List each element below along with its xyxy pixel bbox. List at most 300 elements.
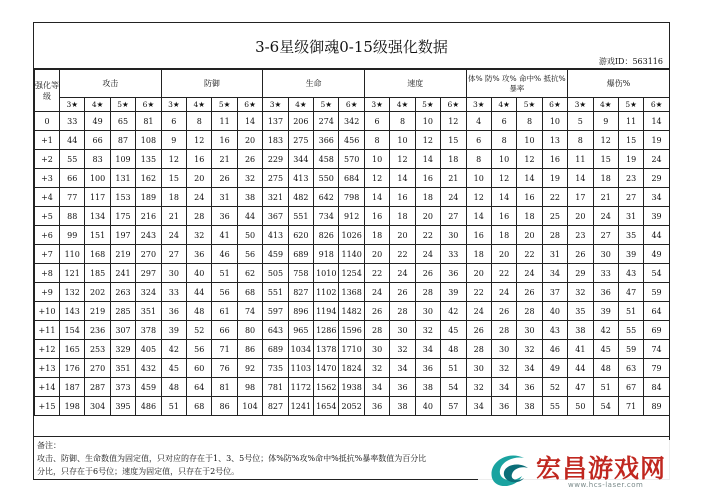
value-cell: 24 bbox=[491, 283, 516, 302]
value-cell: 689 bbox=[263, 340, 288, 359]
value-cell: 15 bbox=[161, 169, 186, 188]
value-cell: 378 bbox=[136, 321, 161, 340]
value-cell: 33 bbox=[60, 112, 85, 131]
value-cell: 143 bbox=[60, 302, 85, 321]
value-cell: 896 bbox=[288, 302, 313, 321]
value-cell: 22 bbox=[364, 264, 389, 283]
value-cell: 76 bbox=[212, 359, 237, 378]
value-cell: 60 bbox=[187, 359, 212, 378]
value-cell: 39 bbox=[441, 283, 466, 302]
value-cell: 20 bbox=[390, 226, 415, 245]
swirl-logo-icon bbox=[486, 448, 532, 490]
value-cell: 36 bbox=[364, 397, 389, 416]
value-cell: 14 bbox=[568, 169, 593, 188]
value-cell: 1596 bbox=[339, 321, 364, 340]
value-cell: 32 bbox=[390, 340, 415, 359]
level-cell: +1 bbox=[35, 131, 60, 150]
value-cell: 52 bbox=[542, 378, 567, 397]
value-cell: 15 bbox=[618, 131, 643, 150]
table-row bbox=[35, 188, 670, 207]
value-cell: 35 bbox=[618, 226, 643, 245]
value-cell: 321 bbox=[263, 188, 288, 207]
value-cell: 36 bbox=[390, 378, 415, 397]
level-cell: +2 bbox=[35, 150, 60, 169]
star-rank-header: 3★ bbox=[60, 98, 85, 112]
value-cell: 243 bbox=[136, 226, 161, 245]
value-cell: 40 bbox=[415, 397, 440, 416]
value-cell: 26 bbox=[212, 169, 237, 188]
value-cell: 827 bbox=[288, 283, 313, 302]
value-cell: 8 bbox=[187, 112, 212, 131]
star-rank-header: 6★ bbox=[237, 98, 262, 112]
value-cell: 26 bbox=[466, 321, 491, 340]
value-cell: 351 bbox=[136, 302, 161, 321]
value-cell: 684 bbox=[339, 169, 364, 188]
table-row bbox=[35, 283, 670, 302]
value-cell: 32 bbox=[237, 169, 262, 188]
value-cell: 33 bbox=[593, 264, 618, 283]
value-cell: 28 bbox=[491, 321, 516, 340]
table-row bbox=[35, 321, 670, 340]
value-cell: 162 bbox=[136, 169, 161, 188]
value-cell: 1034 bbox=[288, 340, 313, 359]
level-cell: +10 bbox=[35, 302, 60, 321]
value-cell: 6 bbox=[364, 112, 389, 131]
level-cell: +4 bbox=[35, 188, 60, 207]
value-cell: 329 bbox=[110, 340, 135, 359]
star-rank-header: 5★ bbox=[415, 98, 440, 112]
value-cell: 24 bbox=[187, 188, 212, 207]
value-cell: 570 bbox=[339, 150, 364, 169]
level-cell: +11 bbox=[35, 321, 60, 340]
notes-line-2: 分比，只存在于6号位；速度为固定值，只存在于2号位。 bbox=[37, 467, 240, 476]
value-cell: 26 bbox=[364, 302, 389, 321]
value-cell: 43 bbox=[542, 321, 567, 340]
value-cell: 64 bbox=[644, 302, 669, 321]
value-cell: 54 bbox=[644, 264, 669, 283]
value-cell: 51 bbox=[161, 397, 186, 416]
value-cell: 20 bbox=[237, 131, 262, 150]
value-cell: 1286 bbox=[314, 321, 339, 340]
value-cell: 92 bbox=[237, 359, 262, 378]
value-cell: 41 bbox=[212, 226, 237, 245]
value-cell: 39 bbox=[618, 245, 643, 264]
value-cell: 59 bbox=[618, 340, 643, 359]
value-cell: 1026 bbox=[339, 226, 364, 245]
value-cell: 26 bbox=[237, 150, 262, 169]
value-cell: 18 bbox=[415, 188, 440, 207]
level-cell: +6 bbox=[35, 226, 60, 245]
value-cell: 41 bbox=[568, 340, 593, 359]
value-cell: 395 bbox=[110, 397, 135, 416]
value-cell: 98 bbox=[237, 378, 262, 397]
value-cell: 44 bbox=[60, 131, 85, 150]
value-cell: 1562 bbox=[314, 378, 339, 397]
star-rank-header: 5★ bbox=[517, 98, 542, 112]
value-cell: 236 bbox=[85, 321, 110, 340]
value-cell: 19 bbox=[644, 131, 669, 150]
value-cell: 81 bbox=[136, 112, 161, 131]
value-cell: 274 bbox=[314, 112, 339, 131]
value-cell: 38 bbox=[415, 378, 440, 397]
value-cell: 131 bbox=[110, 169, 135, 188]
value-cell: 14 bbox=[517, 169, 542, 188]
value-cell: 8 bbox=[491, 131, 516, 150]
table-row bbox=[35, 397, 670, 416]
value-cell: 459 bbox=[136, 378, 161, 397]
value-cell: 19 bbox=[618, 150, 643, 169]
value-cell: 66 bbox=[212, 321, 237, 340]
value-cell: 16 bbox=[187, 150, 212, 169]
value-cell: 86 bbox=[212, 397, 237, 416]
value-cell: 26 bbox=[415, 264, 440, 283]
value-cell: 22 bbox=[491, 264, 516, 283]
value-cell: 44 bbox=[237, 207, 262, 226]
value-cell: 482 bbox=[288, 188, 313, 207]
value-cell: 9 bbox=[161, 131, 186, 150]
value-cell: 38 bbox=[237, 188, 262, 207]
value-cell: 28 bbox=[187, 207, 212, 226]
enhancement-table bbox=[34, 69, 670, 416]
table-row bbox=[35, 112, 670, 131]
value-cell: 30 bbox=[466, 359, 491, 378]
value-cell: 18 bbox=[593, 169, 618, 188]
value-cell: 10 bbox=[517, 131, 542, 150]
value-cell: 110 bbox=[60, 245, 85, 264]
value-cell: 38 bbox=[568, 321, 593, 340]
value-cell: 373 bbox=[110, 378, 135, 397]
level-cell: +13 bbox=[35, 359, 60, 378]
value-cell: 597 bbox=[263, 302, 288, 321]
star-rank-header: 4★ bbox=[491, 98, 516, 112]
value-cell: 30 bbox=[593, 245, 618, 264]
value-cell: 10 bbox=[491, 150, 516, 169]
value-cell: 45 bbox=[441, 321, 466, 340]
value-cell: 27 bbox=[161, 245, 186, 264]
category-header: 爆伤% bbox=[568, 70, 670, 98]
value-cell: 67 bbox=[618, 378, 643, 397]
value-cell: 45 bbox=[593, 340, 618, 359]
value-cell: 68 bbox=[237, 283, 262, 302]
value-cell: 1140 bbox=[339, 245, 364, 264]
value-cell: 81 bbox=[212, 378, 237, 397]
value-cell: 12 bbox=[187, 131, 212, 150]
value-cell: 86 bbox=[237, 340, 262, 359]
value-cell: 197 bbox=[110, 226, 135, 245]
value-cell: 16 bbox=[415, 169, 440, 188]
value-cell: 8 bbox=[466, 150, 491, 169]
value-cell: 104 bbox=[237, 397, 262, 416]
value-cell: 432 bbox=[136, 359, 161, 378]
value-cell: 77 bbox=[60, 188, 85, 207]
value-cell: 22 bbox=[390, 245, 415, 264]
value-cell: 219 bbox=[85, 302, 110, 321]
value-cell: 14 bbox=[491, 188, 516, 207]
value-cell: 117 bbox=[85, 188, 110, 207]
value-cell: 18 bbox=[364, 226, 389, 245]
value-cell: 253 bbox=[85, 340, 110, 359]
data-sheet bbox=[33, 22, 670, 480]
value-cell: 36 bbox=[161, 302, 186, 321]
value-cell: 26 bbox=[390, 283, 415, 302]
table-row bbox=[35, 226, 670, 245]
page-title: 3-6星级御魂0-15级强化数据 bbox=[255, 38, 448, 56]
value-cell: 39 bbox=[593, 302, 618, 321]
value-cell: 275 bbox=[263, 169, 288, 188]
value-cell: 49 bbox=[644, 245, 669, 264]
table-row bbox=[35, 378, 670, 397]
value-cell: 36 bbox=[517, 378, 542, 397]
value-cell: 1482 bbox=[339, 302, 364, 321]
value-cell: 1102 bbox=[314, 283, 339, 302]
value-cell: 21 bbox=[593, 188, 618, 207]
value-cell: 17 bbox=[568, 188, 593, 207]
value-cell: 28 bbox=[415, 283, 440, 302]
value-cell: 24 bbox=[161, 226, 186, 245]
value-cell: 1254 bbox=[339, 264, 364, 283]
value-cell: 30 bbox=[517, 321, 542, 340]
level-cell: +7 bbox=[35, 245, 60, 264]
value-cell: 13 bbox=[542, 131, 567, 150]
value-cell: 20 bbox=[415, 207, 440, 226]
value-cell: 71 bbox=[212, 340, 237, 359]
value-cell: 39 bbox=[161, 321, 186, 340]
value-cell: 4 bbox=[466, 112, 491, 131]
value-cell: 84 bbox=[644, 378, 669, 397]
value-cell: 758 bbox=[288, 264, 313, 283]
value-cell: 1194 bbox=[314, 302, 339, 321]
value-cell: 44 bbox=[568, 359, 593, 378]
value-cell: 36 bbox=[212, 207, 237, 226]
value-cell: 14 bbox=[364, 188, 389, 207]
value-cell: 34 bbox=[491, 378, 516, 397]
value-cell: 65 bbox=[110, 112, 135, 131]
value-cell: 63 bbox=[618, 359, 643, 378]
value-cell: 51 bbox=[212, 264, 237, 283]
value-cell: 1378 bbox=[314, 340, 339, 359]
value-cell: 34 bbox=[364, 378, 389, 397]
value-cell: 202 bbox=[85, 283, 110, 302]
value-cell: 198 bbox=[60, 397, 85, 416]
value-cell: 11 bbox=[568, 150, 593, 169]
value-cell: 30 bbox=[441, 226, 466, 245]
value-cell: 74 bbox=[237, 302, 262, 321]
value-cell: 29 bbox=[644, 169, 669, 188]
table-row bbox=[35, 207, 670, 226]
value-cell: 29 bbox=[568, 264, 593, 283]
value-cell: 8 bbox=[390, 112, 415, 131]
value-cell: 24 bbox=[415, 245, 440, 264]
value-cell: 1103 bbox=[288, 359, 313, 378]
value-cell: 24 bbox=[441, 188, 466, 207]
value-cell: 366 bbox=[314, 131, 339, 150]
value-cell: 32 bbox=[568, 283, 593, 302]
watermark-url: www.hcs-laser.com bbox=[568, 481, 644, 489]
value-cell: 10 bbox=[542, 112, 567, 131]
value-cell: 24 bbox=[466, 302, 491, 321]
value-cell: 43 bbox=[618, 264, 643, 283]
star-rank-header: 5★ bbox=[110, 98, 135, 112]
value-cell: 16 bbox=[390, 188, 415, 207]
value-cell: 20 bbox=[466, 264, 491, 283]
value-cell: 26 bbox=[568, 245, 593, 264]
value-cell: 405 bbox=[136, 340, 161, 359]
value-cell: 18 bbox=[390, 207, 415, 226]
value-cell: 151 bbox=[85, 226, 110, 245]
value-cell: 54 bbox=[441, 378, 466, 397]
value-cell: 486 bbox=[136, 397, 161, 416]
value-cell: 32 bbox=[491, 359, 516, 378]
value-cell: 23 bbox=[618, 169, 643, 188]
value-cell: 798 bbox=[339, 188, 364, 207]
value-cell: 5 bbox=[568, 112, 593, 131]
value-cell: 21 bbox=[441, 169, 466, 188]
value-cell: 965 bbox=[288, 321, 313, 340]
value-cell: 55 bbox=[60, 150, 85, 169]
value-cell: 2052 bbox=[339, 397, 364, 416]
value-cell: 22 bbox=[466, 283, 491, 302]
value-cell: 59 bbox=[644, 283, 669, 302]
value-cell: 47 bbox=[618, 283, 643, 302]
value-cell: 33 bbox=[441, 245, 466, 264]
value-cell: 42 bbox=[593, 321, 618, 340]
value-cell: 324 bbox=[136, 283, 161, 302]
category-header: 攻击 bbox=[60, 70, 162, 98]
value-cell: 1710 bbox=[339, 340, 364, 359]
value-cell: 40 bbox=[542, 302, 567, 321]
value-cell: 505 bbox=[263, 264, 288, 283]
value-cell: 20 bbox=[568, 207, 593, 226]
value-cell: 48 bbox=[187, 302, 212, 321]
value-cell: 56 bbox=[237, 245, 262, 264]
value-cell: 14 bbox=[466, 207, 491, 226]
value-cell: 270 bbox=[136, 245, 161, 264]
value-cell: 229 bbox=[263, 150, 288, 169]
notes-label: 备注： bbox=[37, 441, 61, 450]
value-cell: 87 bbox=[110, 131, 135, 150]
value-cell: 24 bbox=[390, 264, 415, 283]
value-cell: 24 bbox=[517, 264, 542, 283]
value-cell: 14 bbox=[390, 169, 415, 188]
value-cell: 16 bbox=[364, 207, 389, 226]
value-cell: 12 bbox=[390, 150, 415, 169]
level-cell: 0 bbox=[35, 112, 60, 131]
value-cell: 15 bbox=[593, 150, 618, 169]
value-cell: 307 bbox=[110, 321, 135, 340]
level-cell: +15 bbox=[35, 397, 60, 416]
value-cell: 12 bbox=[517, 150, 542, 169]
value-cell: 35 bbox=[568, 302, 593, 321]
category-header: 速度 bbox=[364, 70, 466, 98]
value-cell: 38 bbox=[517, 397, 542, 416]
value-cell: 134 bbox=[85, 207, 110, 226]
watermark bbox=[478, 440, 707, 500]
value-cell: 206 bbox=[288, 112, 313, 131]
value-cell: 185 bbox=[85, 264, 110, 283]
value-cell: 34 bbox=[644, 188, 669, 207]
value-cell: 36 bbox=[491, 397, 516, 416]
value-cell: 25 bbox=[542, 207, 567, 226]
value-cell: 48 bbox=[161, 378, 186, 397]
value-cell: 71 bbox=[618, 397, 643, 416]
value-cell: 270 bbox=[85, 359, 110, 378]
value-cell: 66 bbox=[60, 169, 85, 188]
value-cell: 827 bbox=[263, 397, 288, 416]
value-cell: 14 bbox=[237, 112, 262, 131]
value-cell: 20 bbox=[491, 245, 516, 264]
value-cell: 32 bbox=[517, 340, 542, 359]
value-cell: 28 bbox=[542, 226, 567, 245]
value-cell: 18 bbox=[491, 226, 516, 245]
value-cell: 26 bbox=[491, 302, 516, 321]
value-cell: 342 bbox=[339, 112, 364, 131]
value-cell: 10 bbox=[364, 150, 389, 169]
value-cell: 50 bbox=[568, 397, 593, 416]
value-cell: 28 bbox=[390, 302, 415, 321]
value-cell: 30 bbox=[161, 264, 186, 283]
value-cell: 89 bbox=[644, 397, 669, 416]
table-row bbox=[35, 245, 670, 264]
value-cell: 132 bbox=[60, 283, 85, 302]
value-cell: 137 bbox=[263, 112, 288, 131]
value-cell: 826 bbox=[314, 226, 339, 245]
table-row bbox=[35, 131, 670, 150]
value-cell: 20 bbox=[187, 169, 212, 188]
value-cell: 56 bbox=[212, 283, 237, 302]
value-cell: 183 bbox=[263, 131, 288, 150]
value-cell: 30 bbox=[491, 340, 516, 359]
value-cell: 31 bbox=[542, 245, 567, 264]
value-cell: 1241 bbox=[288, 397, 313, 416]
value-cell: 189 bbox=[136, 188, 161, 207]
value-cell: 10 bbox=[415, 112, 440, 131]
value-cell: 36 bbox=[415, 359, 440, 378]
value-cell: 66 bbox=[85, 131, 110, 150]
value-cell: 297 bbox=[136, 264, 161, 283]
category-header-row bbox=[35, 70, 670, 98]
value-cell: 14 bbox=[415, 150, 440, 169]
value-cell: 1470 bbox=[314, 359, 339, 378]
value-cell: 121 bbox=[60, 264, 85, 283]
star-rank-header: 4★ bbox=[187, 98, 212, 112]
star-rank-header: 4★ bbox=[390, 98, 415, 112]
value-cell: 642 bbox=[314, 188, 339, 207]
value-cell: 57 bbox=[441, 397, 466, 416]
table-row bbox=[35, 150, 670, 169]
value-cell: 153 bbox=[110, 188, 135, 207]
value-cell: 16 bbox=[491, 207, 516, 226]
value-cell: 413 bbox=[288, 169, 313, 188]
value-cell: 6 bbox=[466, 131, 491, 150]
value-cell: 413 bbox=[263, 226, 288, 245]
value-cell: 32 bbox=[187, 226, 212, 245]
star-rank-header: 5★ bbox=[314, 98, 339, 112]
value-cell: 36 bbox=[187, 245, 212, 264]
value-cell: 39 bbox=[644, 207, 669, 226]
value-cell: 19 bbox=[542, 169, 567, 188]
value-cell: 52 bbox=[187, 321, 212, 340]
value-cell: 27 bbox=[593, 226, 618, 245]
value-cell: 83 bbox=[85, 150, 110, 169]
value-cell: 12 bbox=[491, 169, 516, 188]
value-cell: 15 bbox=[441, 131, 466, 150]
value-cell: 8 bbox=[568, 131, 593, 150]
value-cell: 24 bbox=[364, 283, 389, 302]
value-cell: 551 bbox=[263, 283, 288, 302]
value-cell: 64 bbox=[187, 378, 212, 397]
value-cell: 18 bbox=[517, 207, 542, 226]
value-cell: 12 bbox=[161, 150, 186, 169]
